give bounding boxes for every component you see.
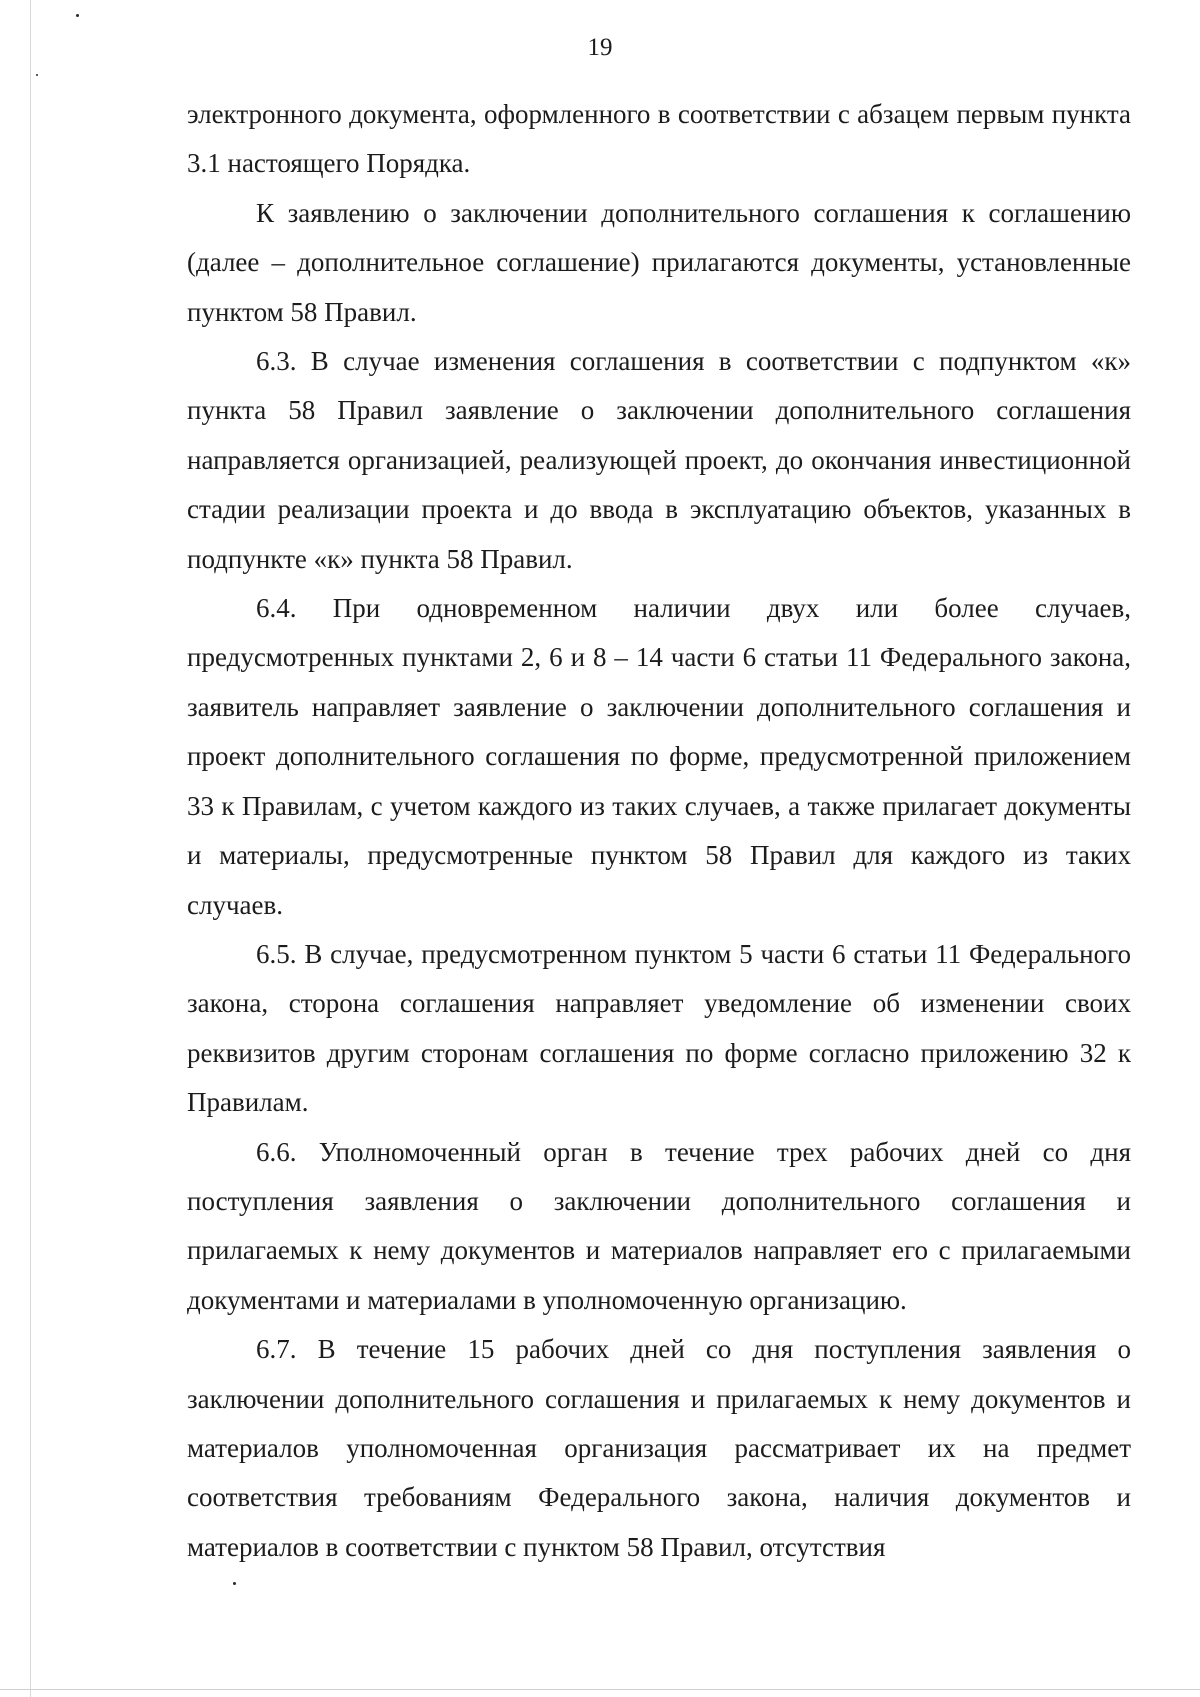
scan-speck	[233, 1582, 236, 1585]
paragraph-6-5: 6.5. В случае, предусмотренном пунктом 5 части 6 статьи 11 Федерального закона, сторона соглашения направляет уведомление об изменении своих реквизитов другим сторонам соглашения по форме согласно приложению 32 к Правилам.	[187, 938, 1131, 1118]
scan-speck	[36, 74, 38, 76]
page-number: 19	[587, 34, 613, 61]
paragraph-6-7: 6.7. В течение 15 рабочих дней со дня поступления заявления о заключении дополнительного соглашения и прилагаемых к нему документов и материалов уполномоченная организация рассматривает их на предмет соответствия требованиям Федерального закона, наличия документов и материалов в соответствии с пунктом 58 Правил, отсутствия	[187, 1334, 1131, 1562]
paragraph-6-3: 6.3. В случае изменения соглашения в соответствии с подпунктом «к» пункта 58 Правил заявление о заключении дополнительного соглашения направляется организацией, реализующей проект, до окончания инвестиционной стадии реализации проекта и до ввода в эксплуатацию объектов, указанных в подпункте «к» пункта 58 Правил.	[187, 346, 1131, 574]
scan-bottom-edge	[0, 1689, 1200, 1690]
paragraph-6-6: 6.6. Уполномоченный орган в течение трех рабочих дней со дня поступления заявления о заключении дополнительного соглашения и прилагаемых к нему документов и материалов направляет его с прилагаемыми документами и материалами в уполномоченную организацию.	[187, 1136, 1131, 1315]
document-body	[187, 90, 1131, 1572]
paragraph-6-4: 6.4. При одновременном наличии двух или более случаев, предусмотренных пунктами 2, 6 и 8 – 14 части 6 статьи 11 Федерального закона, заявитель направляет заявление о заключении дополнительного соглашения и проект дополнительного соглашения по форме, предусмотренной приложением 33 к Правилам, с учетом каждого из таких случаев, а также прилагает документы и материалы, предусмотренные пунктом 58 Правил для каждого из таких случаев.	[187, 593, 1131, 920]
scan-speck	[76, 14, 79, 17]
paragraph-attachments: К заявлению о заключении дополнительного соглашения к соглашению (далее – дополнительное соглашение) прилагаются документы, установленные пунктом 58 Правил.	[187, 197, 1131, 327]
scan-left-edge	[30, 0, 31, 1697]
paragraph-continuation: электронного документа, оформленного в соответствии с абзацем первым пункта 3.1 настоящего Порядка.	[187, 99, 1131, 179]
